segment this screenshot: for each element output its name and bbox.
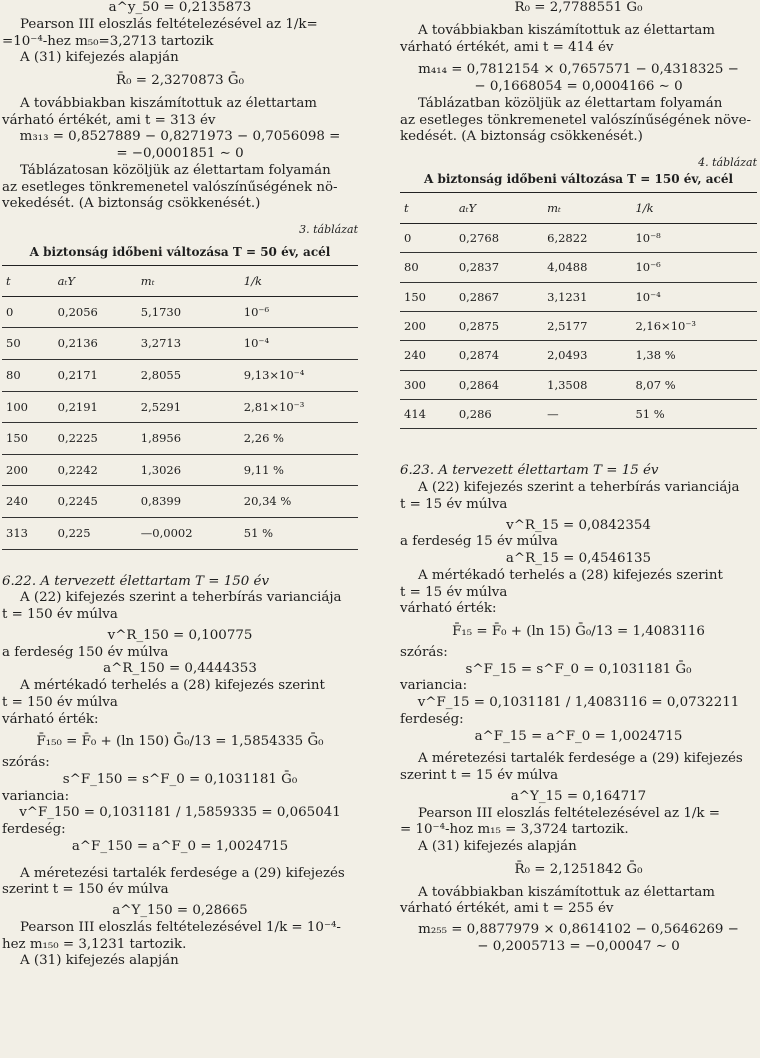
table-cell: 10⁻⁸ <box>631 223 757 252</box>
text-line: t = 150 év múlva <box>2 694 118 710</box>
formula: s^F_15 = s^F_0 = 0,1031181 Ḡ₀ <box>465 661 692 677</box>
left-column <box>2 0 358 970</box>
formula: s^F_150 = s^F_0 = 0,1031181 Ḡ₀ <box>62 771 298 787</box>
table-cell: 0,2225 <box>54 423 137 455</box>
table-cell: 0,2867 <box>455 282 543 311</box>
table-cell: 51 % <box>240 517 358 549</box>
table-3 <box>2 265 358 550</box>
text-line: vekedését. (A biztonság csökkenését.) <box>2 196 261 212</box>
table-cell: 0,2875 <box>455 311 543 340</box>
text-line: szerint t = 150 év múlva <box>2 882 169 898</box>
table-number: 3. táblázat <box>299 223 358 236</box>
table-cell: 240 <box>2 486 54 518</box>
table-cell: 80 <box>2 359 54 391</box>
column-header: aₜY <box>455 192 543 223</box>
table-row <box>2 486 358 518</box>
table-cell: 0,2171 <box>54 359 137 391</box>
table-cell: 20,34 % <box>240 486 358 518</box>
table-cell: 0,225 <box>54 517 137 549</box>
table-cell: 6,2822 <box>543 223 631 252</box>
text-line: A továbbiakban kiszámítottuk az élettartam <box>418 22 716 38</box>
text-line: Pearson III eloszlás feltételezésével az 1/k= <box>20 16 318 32</box>
formula: − 0,1668054 = 0,0004166 ∼ 0 <box>474 79 683 94</box>
text-line: A továbbiakban kiszámítottuk az élettartam <box>418 884 716 900</box>
column-header: aₜY <box>54 265 137 296</box>
table-cell: 8,07 % <box>631 370 757 399</box>
table-cell: 3,1231 <box>543 282 631 311</box>
table-cell: 5,1730 <box>137 296 240 328</box>
table-cell: 2,5177 <box>543 311 631 340</box>
formula: a^y_50 = 0,2135873 <box>108 0 252 15</box>
formula: a^Y_150 = 0,28665 <box>112 903 248 918</box>
table-cell: 10⁻⁶ <box>631 253 757 282</box>
table-cell: 80 <box>400 253 455 282</box>
formula: R̄₀ = 2,1251842 Ḡ₀ <box>514 861 643 877</box>
column-header: 1/k <box>240 265 358 296</box>
text-line: A (31) kifejezés alapján <box>20 953 179 969</box>
table-cell: 4,0488 <box>543 253 631 282</box>
table-cell: 0,2136 <box>54 328 137 360</box>
text-line: =10⁻⁴-hez m₅₀=3,2713 tartozik <box>2 33 214 49</box>
text-line: A (31) kifejezés alapján <box>418 839 577 855</box>
table-cell: 100 <box>2 391 54 423</box>
text-line: kedését. (A biztonság csökkenését.) <box>400 129 643 145</box>
formula: m₃₁₃ = 0,8527889 − 0,8271973 − 0,7056098 = <box>19 129 341 145</box>
column-header: t <box>2 265 54 296</box>
table-cell: 10⁻⁴ <box>240 328 358 360</box>
table-cell: 1,8956 <box>137 423 240 455</box>
table-cell: 0 <box>2 296 54 328</box>
formula: a^F_150 = a^F_0 = 1,0024715 <box>71 838 289 854</box>
table-row <box>2 296 358 328</box>
table-cell: 3,2713 <box>137 328 240 360</box>
table-cell: 2,5291 <box>137 391 240 423</box>
table-cell: — <box>543 400 631 429</box>
formula: R̄₀ = 2,7788551 Ḡ₀ <box>514 0 643 15</box>
formula: − 0,2005713 = −0,00047 ∼ 0 <box>477 938 680 954</box>
table-cell: 414 <box>400 400 455 429</box>
table-row <box>400 400 757 429</box>
column-header: mₜ <box>543 192 631 223</box>
table-cell: 0,2056 <box>54 296 137 328</box>
text-line: A továbbiakban kiszámítottuk az élettartam <box>20 95 318 111</box>
text-line: szerint t = 15 év múlva <box>400 768 559 784</box>
column-header: 1/k <box>631 192 757 223</box>
table-row <box>2 359 358 391</box>
table-cell: 0,2242 <box>54 454 137 486</box>
table-cell: 200 <box>400 311 455 340</box>
table-row <box>2 517 358 549</box>
text-line: az esetleges tönkremenetel valószínűségének növe- <box>400 112 752 128</box>
text-line: A mértékadó terhelés a (28) kifejezés szerint <box>418 567 723 583</box>
formula: F̄₁₅ = F̄₀ + (ln 15) Ḡ₀/13 = 1,4083116 <box>452 624 705 640</box>
table-cell: 0,2191 <box>54 391 137 423</box>
formula: v^R_150 = 0,100775 <box>107 627 253 643</box>
table-cell: 240 <box>400 341 455 370</box>
formula: a^R_15 = 0,4546135 <box>505 551 652 567</box>
table-cell: 2,0493 <box>543 341 631 370</box>
text-line: variancia: <box>400 678 468 694</box>
text-line: várható értékét, ami t = 313 év <box>2 112 216 128</box>
table-row <box>2 454 358 486</box>
formula: v^R_15 = 0,0842354 <box>506 517 651 533</box>
text-line: A (31) kifejezés alapján <box>20 50 179 66</box>
table-3-body <box>2 296 358 549</box>
table-cell: 9,13×10⁻⁴ <box>240 359 358 391</box>
table-row <box>400 253 757 282</box>
text-line: várható érték: <box>2 711 99 727</box>
table-cell: 313 <box>2 517 54 549</box>
table-row <box>400 282 757 311</box>
formula: a^Y_15 = 0,164717 <box>510 788 647 804</box>
text-line: ferdeség: <box>2 822 66 837</box>
table-number: 4. táblázat <box>698 156 757 169</box>
text-line: szórás: <box>2 755 50 770</box>
text-line: az esetleges tönkremenetel valószínűségének nö- <box>2 179 338 195</box>
text-line: hez m₁₅₀ = 3,1231 tartozik. <box>2 936 187 952</box>
table-cell: 0,8399 <box>137 486 240 518</box>
section-heading: 6.22. A tervezett élettartam T = 150 év <box>2 573 270 589</box>
text-line: t = 15 év múlva <box>400 496 508 512</box>
table-cell: 10⁻⁶ <box>240 296 358 328</box>
table-row <box>400 341 757 370</box>
section-heading: 6.23. A tervezett élettartam T = 15 év <box>400 463 659 479</box>
table-cell: 2,26 % <box>240 423 358 455</box>
table-cell: 1,3508 <box>543 370 631 399</box>
column-header: mₜ <box>137 265 240 296</box>
formula: m₂₅₅ = 0,8877979 × 0,8614102 − 0,5646269 − <box>418 922 739 938</box>
table-row <box>2 423 358 455</box>
table-cell: 51 % <box>631 400 757 429</box>
formula: F̄₁₅₀ = F̄₀ + (ln 150) Ḡ₀/13 = 1,5854335 Ḡ₀ <box>36 734 324 750</box>
text-line: A méretezési tartalék ferdesége a (29) kifejezés <box>418 751 743 767</box>
table-cell: 150 <box>2 423 54 455</box>
table-cell: 2,8055 <box>137 359 240 391</box>
table-cell: 0,2874 <box>455 341 543 370</box>
table-title: A biztonság időbeni változása T = 150 év, acél <box>423 171 734 186</box>
text-line: t = 150 év múlva <box>2 607 118 622</box>
column-header: t <box>400 192 455 223</box>
table-cell: 2,16×10⁻³ <box>631 311 757 340</box>
table-cell: 0,2768 <box>455 223 543 252</box>
text-line: várható érték: <box>400 601 497 617</box>
formula: a^F_15 = a^F_0 = 1,0024715 <box>474 728 683 744</box>
text-line: Pearson III eloszlás feltételezésével az 1/k = <box>418 805 720 821</box>
table-cell: 200 <box>2 454 54 486</box>
table-cell: 50 <box>2 328 54 360</box>
table-cell: 0,2837 <box>455 253 543 282</box>
text-line: A méretezési tartalék ferdesége a (29) kifejezés <box>20 865 345 881</box>
text-line: Pearson III eloszlás feltételezésével 1/k = 10⁻⁴- <box>20 919 341 935</box>
table-cell: 0,2245 <box>54 486 137 518</box>
table-row <box>400 311 757 340</box>
formula: R̄₀ = 2,3270873 Ḡ₀ <box>116 73 244 88</box>
right-column <box>400 0 757 956</box>
text-line: Táblázatban közöljük az élettartam folyamán <box>418 95 723 111</box>
table-row <box>2 391 358 423</box>
formula: v^F_150 = 0,1031181 / 1,5859335 = 0,065041 <box>19 805 341 821</box>
text-line: A (22) kifejezés szerint a teherbírás varianciája <box>418 480 740 496</box>
table-cell: 0,2864 <box>455 370 543 399</box>
table-title: A biztonság időbeni változása T = 50 év, acél <box>29 244 331 259</box>
text-line: t = 15 év múlva <box>400 584 508 600</box>
table-row <box>2 328 358 360</box>
table-cell: 2,81×10⁻³ <box>240 391 358 423</box>
formula: m₄₁₄ = 0,7812154 × 0,7657571 − 0,4318325 − <box>418 62 739 78</box>
table-row <box>400 370 757 399</box>
text-line: a ferdeség 150 év múlva <box>2 644 169 660</box>
text-line: variancia: <box>2 788 70 804</box>
table-cell: 9,11 % <box>240 454 358 486</box>
text-line: A (22) kifejezés szerint a teherbírás varianciája <box>20 590 342 606</box>
formula: v^F_15 = 0,1031181 / 1,4083116 = 0,0732211 <box>417 695 740 711</box>
table-cell: 10⁻⁴ <box>631 282 757 311</box>
table-4 <box>400 192 757 430</box>
table-4-body <box>400 223 757 429</box>
text-line: várható értékét, ami t = 255 év <box>400 901 614 917</box>
text-line: szórás: <box>400 644 448 660</box>
formula: = −0,0001851 ∼ 0 <box>116 146 244 161</box>
text-line: A mértékadó terhelés a (28) kifejezés szerint <box>20 678 325 693</box>
table-row <box>400 223 757 252</box>
text-line: Táblázatosan közöljük az élettartam folyamán <box>20 162 331 178</box>
table-cell: 150 <box>400 282 455 311</box>
formula: a^R_150 = 0,4444353 <box>103 661 257 677</box>
text-line: ferdeség: <box>400 711 464 727</box>
text-line: = 10⁻⁴-hoz m₁₅ = 3,3724 tartozik. <box>400 822 629 838</box>
table-cell: 300 <box>400 370 455 399</box>
table-cell: 1,38 % <box>631 341 757 370</box>
text-line: a ferdeség 15 év múlva <box>400 534 558 550</box>
text-line: várható értékét, ami t = 414 év <box>400 39 614 55</box>
table-cell: 0 <box>400 223 455 252</box>
table-cell: 0,286 <box>455 400 543 429</box>
table-cell: 1,3026 <box>137 454 240 486</box>
table-cell: —0,0002 <box>137 517 240 549</box>
